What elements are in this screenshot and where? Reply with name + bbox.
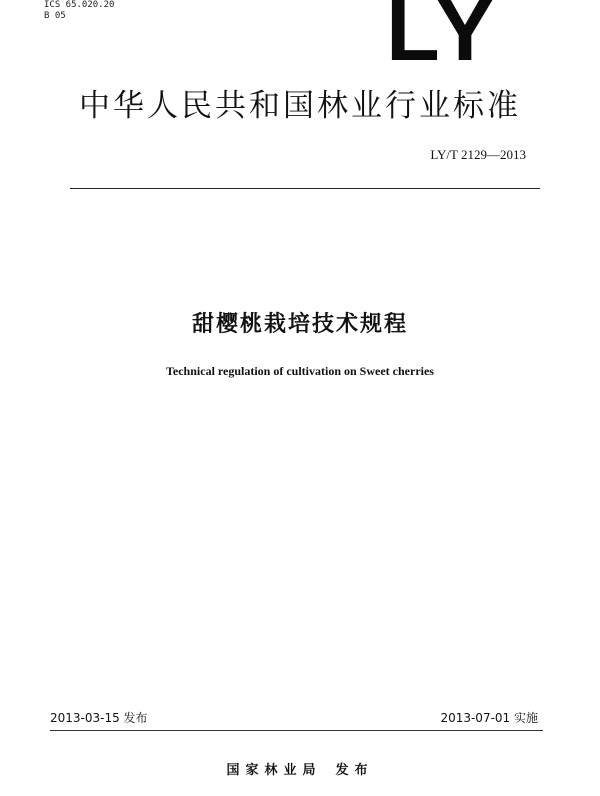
implement-date: 2013-07-01 实施 [440,711,538,725]
issuer-action: 发布 [335,763,374,778]
classification-codes [44,0,114,22]
document-title-zh: 甜樱桃栽培技术规程 [191,312,408,337]
header-divider [70,188,540,189]
issuer-line [0,762,600,780]
issue-date: 2013-03-15 发布 [50,711,148,725]
document-title-en: Technical regulation of cultivation on Sweet cherries [166,364,434,378]
standard-title: 中华人民共和国林业行业标准 [79,88,521,124]
ics-code: ICS 65.020.20 [44,0,115,10]
standard-logo: LY [386,0,499,79]
issuer-name: 国家林业局 [226,763,322,778]
standard-code: LY/T 2129—2013 [430,147,526,162]
ccs-code: B 05 [44,11,66,21]
footer-divider [50,730,543,731]
